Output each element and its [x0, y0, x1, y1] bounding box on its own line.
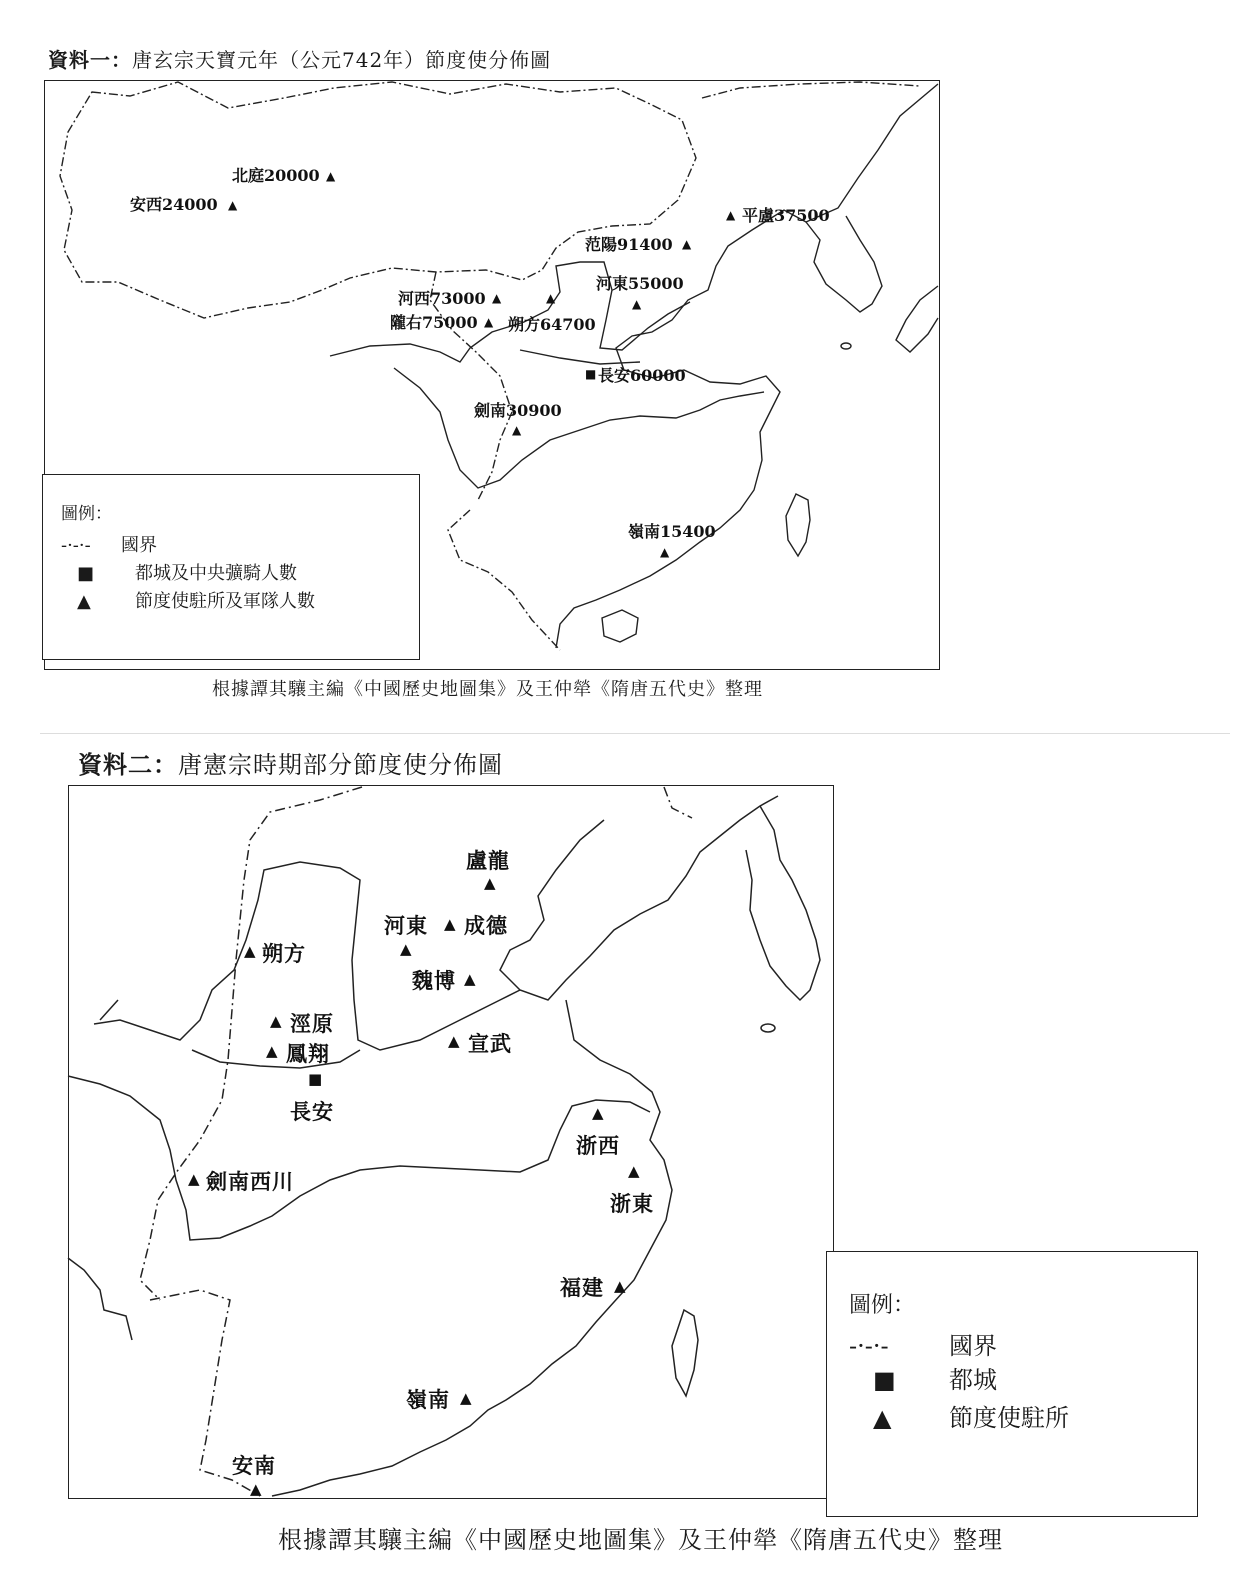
- map2-place-chengde: 成德: [464, 913, 508, 938]
- map1-garrison-triangle: ▲: [546, 291, 556, 305]
- map2-garrison-triangle: ▲: [400, 940, 412, 958]
- map1-garrison-triangle: ▲: [484, 315, 494, 329]
- map2-place-lingnan: 嶺南: [406, 1387, 450, 1412]
- map1-place-beiting: 北庭20000: [232, 166, 320, 185]
- map1-place-anxi: 安西24000: [130, 195, 218, 214]
- map2-place-weibo: 魏博: [412, 968, 456, 993]
- map1-legend-title: 圖例：: [61, 504, 112, 524]
- map1-garrison-triangle: ▲: [512, 423, 522, 437]
- map2-garrison-triangle: ▲: [628, 1162, 640, 1180]
- map1-place-jiannan: 劍南30900: [474, 401, 562, 420]
- map2-title-text: 唐憲宗時期部分節度使分佈圖: [178, 751, 503, 779]
- map1-legend-border: -·-·- 國界: [61, 535, 157, 556]
- map2-title-label: 資料二：: [78, 751, 178, 779]
- map2-legend-border: -·-·- 國界: [849, 1332, 997, 1360]
- map1-place-changan: 長安60000: [598, 366, 686, 385]
- map2-garrison-triangle: ▲: [250, 1480, 262, 1498]
- map2-garrison-triangle: ▲: [444, 915, 456, 933]
- map1-place-hedong: 河東55000: [596, 274, 684, 293]
- map1-source: 根據譚其驤主編《中國歷史地圖集》及王仲犖《隋唐五代史》整理: [212, 679, 763, 700]
- map2-legend-capital: ■ 都城: [873, 1366, 997, 1394]
- map1-title-label: 資料一：: [48, 48, 132, 72]
- map2-place-hedong: 河東: [384, 913, 428, 938]
- map2-garrison-triangle: ▲: [188, 1170, 200, 1188]
- map1-title-text: 唐玄宗天寶元年（公元742年）節度使分佈圖: [132, 48, 552, 72]
- map1-garrison-triangle: ▲: [492, 291, 502, 305]
- map2-place-zhexi: 浙西: [576, 1133, 620, 1158]
- map2-garrison-triangle: ▲: [464, 970, 476, 988]
- map1-garrison-triangle: ▲: [682, 237, 692, 251]
- map1-garrison-triangle: ▲: [726, 208, 736, 222]
- map2-capital-square: ■: [308, 1070, 323, 1088]
- map2-place-jiannan-xichuan: 劍南西川: [206, 1169, 294, 1194]
- map1-garrison-triangle: ▲: [632, 297, 642, 311]
- map1-capital-square: ■: [585, 367, 597, 381]
- map2-place-jingyuan: 涇原: [290, 1011, 334, 1036]
- map1-garrison-triangle: ▲: [228, 198, 238, 212]
- map2-garrison-triangle: ▲: [244, 942, 256, 960]
- map2-coastline: [500, 796, 778, 1000]
- map2-legend-title: 圖例：: [849, 1293, 916, 1318]
- map1-legend-garrison: ▲ 節度使駐所及軍隊人數: [77, 591, 315, 612]
- map2-place-xuanwu: 宣武: [468, 1031, 512, 1056]
- map2-legend-garrison: ▲ 節度使駐所: [873, 1404, 1069, 1432]
- map2-legend: [826, 1251, 1198, 1517]
- map1-place-hexi: 河西73000: [398, 289, 486, 308]
- map2-place-fujian: 福建: [560, 1275, 604, 1300]
- map1-garrison-triangle: ▲: [660, 545, 670, 559]
- map2-place-lulong: 盧龍: [466, 848, 510, 873]
- map2-garrison-triangle: ▲: [460, 1389, 472, 1407]
- map1-place-pinglu: 平盧37500: [742, 206, 830, 225]
- map1-place-fanyang: 范陽91400: [585, 235, 673, 254]
- map2-place-fengxiang: 鳳翔: [286, 1041, 330, 1066]
- map2-place-shuofang: 朔方: [262, 941, 306, 966]
- map2-source: 根據譚其驤主編《中國歷史地圖集》及王仲犖《隋唐五代史》整理: [278, 1526, 1003, 1554]
- map2-garrison-triangle: ▲: [614, 1277, 626, 1295]
- map1-legend-capital: ■ 都城及中央彍騎人數: [77, 563, 297, 584]
- map2-garrison-triangle: ▲: [592, 1104, 604, 1122]
- map1-garrison-triangle: ▲: [326, 169, 336, 183]
- map2-garrison-triangle: ▲: [270, 1012, 282, 1030]
- map2-garrison-triangle: ▲: [266, 1042, 278, 1060]
- map2-garrison-triangle: ▲: [448, 1032, 460, 1050]
- map1-place-shuofang: 朔方64700: [508, 315, 596, 334]
- map1-place-lingnan: 嶺南15400: [628, 522, 716, 541]
- map2-place-zhedong: 浙東: [610, 1191, 654, 1216]
- map2-place-annan: 安南: [232, 1453, 276, 1478]
- map2-garrison-triangle: ▲: [484, 874, 496, 892]
- map2-place-changan: 長安: [290, 1099, 334, 1124]
- map1-place-longyou: 隴右75000: [390, 313, 478, 332]
